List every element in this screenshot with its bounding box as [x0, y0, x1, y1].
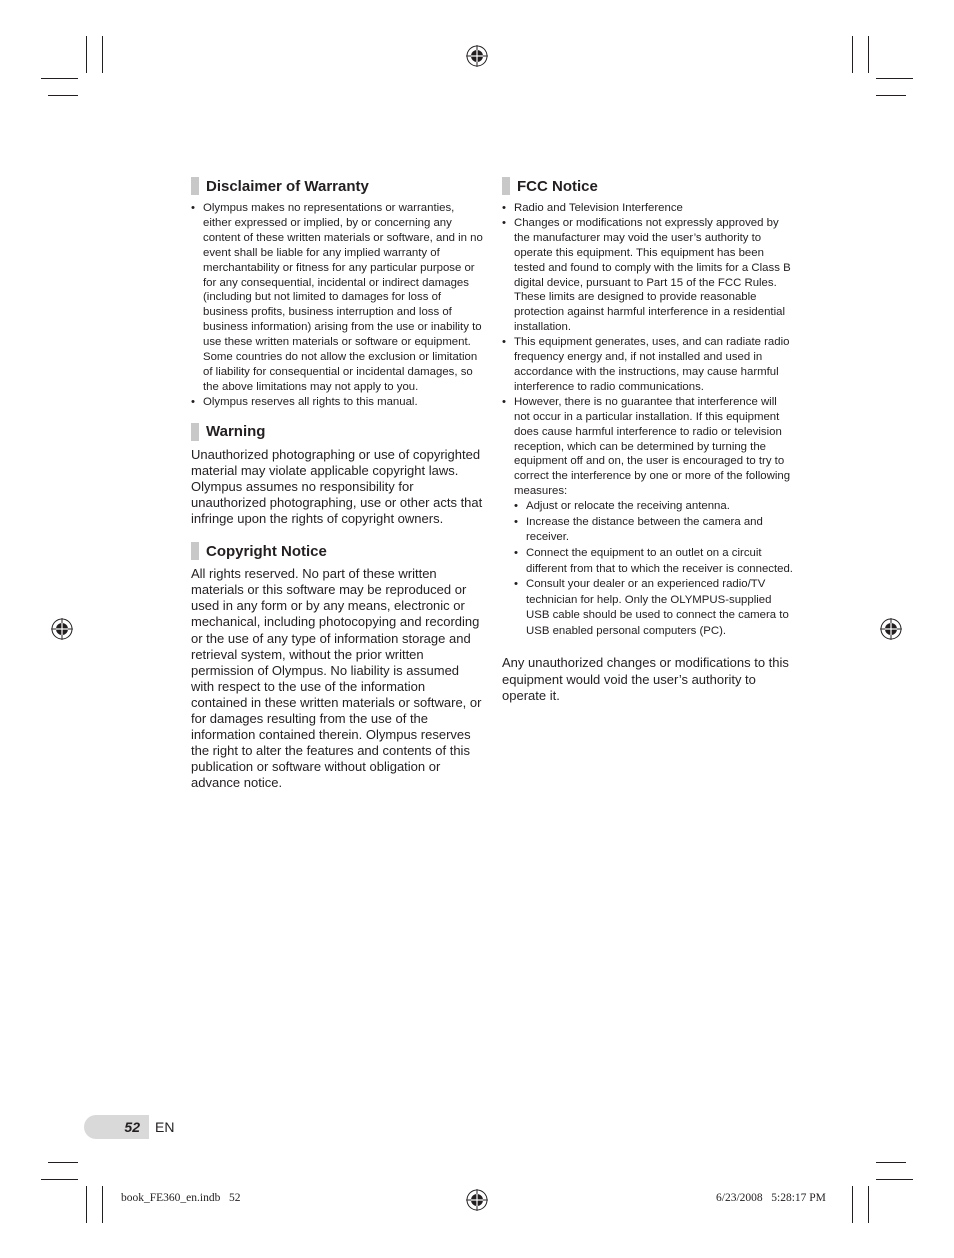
list-item: • However, there is no guarantee that interference will not occur in a particular installation. If this equipment does cause harmful interference to radio or television reception, which can be determined by turning the equipment off and on, the user is encouraged to try to correct the interference by one or more of the following measures:: [502, 395, 794, 499]
crop-mark: [102, 1186, 103, 1223]
crop-mark: [48, 95, 78, 96]
slug-datetime: 6/23/2008 5:28:17 PM: [716, 1192, 826, 1204]
list-item: • Increase the distance between the camera and receiver.: [514, 515, 794, 546]
section-title: Warning: [206, 423, 266, 441]
copyright-heading: [191, 542, 483, 560]
right-column: [502, 177, 794, 704]
warning-heading: [191, 423, 483, 441]
list-item: • Radio and Television Interference: [502, 201, 794, 216]
section-title: FCC Notice: [517, 177, 598, 195]
heading-bar: [191, 177, 199, 195]
crop-mark: [852, 36, 853, 73]
registration-mark-icon: [466, 1189, 488, 1211]
heading-bar: [191, 542, 199, 560]
registration-mark-icon: [880, 618, 902, 640]
list-item: • Adjust or relocate the receiving antenna.: [514, 499, 794, 515]
page-number: 52: [124, 1119, 140, 1135]
crop-mark: [868, 1186, 869, 1223]
crop-mark: [86, 36, 87, 73]
registration-mark-icon: [466, 45, 488, 67]
heading-bar: [191, 423, 199, 441]
crop-mark: [41, 78, 78, 79]
list-item: • Connect the equipment to an outlet on a circuit different from that to which the receiver is connected.: [514, 546, 794, 577]
fcc-closing-text: Any unauthorized changes or modifications to this equipment would void the user’s authority to operate it.: [502, 655, 789, 703]
registration-mark-icon: [51, 618, 73, 640]
list-item: • This equipment generates, uses, and can radiate radio frequency energy and, if not installed and used in accordance with the instructions, may cause harmful interference to radio communications.: [502, 335, 794, 395]
crop-mark: [102, 36, 103, 73]
crop-mark: [876, 1179, 913, 1180]
crop-mark: [868, 36, 869, 73]
crop-mark: [876, 95, 906, 96]
crop-mark: [86, 1186, 87, 1223]
crop-mark: [852, 1186, 853, 1223]
heading-bar: [502, 177, 510, 195]
left-column: [191, 177, 483, 791]
list-item: • Olympus makes no representations or warranties, either expressed or implied, by or concerning any content of these written materials or software, and in no event shall be liable for any implied warranty of merchantability or fitness for any particular purpose or for any consequential, incidental or indirect damages (including but not limited to damages for loss of business profits, business interruption and loss of business information) arising from the use or inability to use these written materials or software or equipment. Some countries do not allow the exclusion or limitation of liability for consequential or incidental damages, so the above limitations may not apply to you.: [191, 201, 483, 395]
copyright-text: All rights reserved. No part of these written materials or this software may be reproduced or used in any form or by any means, electronic or mechanical, including photocopying and recording or the use of any type of information storage and retrieval system, without the prior written permission of Olympus. No liability is assumed with respect to the use of the information contained in these written materials or software, or for damages resulting from the use of the information contained therein. Olympus reserves the right to alter the features and contents of this publication or software without obligation or advance notice.: [191, 566, 482, 791]
list-item: • Changes or modifications not expressly approved by the manufacturer may void the user’s authority to operate this equipment. This equipment has been tested and found to comply with the limits for a Class B digital device, pursuant to Part 15 of the FCC Rules. These limits are designed to provide reasonable protection against harmful interference in a residential installation.: [502, 216, 794, 335]
warning-text: Unauthorized photographing or use of copyrighted material may violate applicable copyright laws. Olympus assumes no responsibility for unauthorized photographing, use or other acts that infringe upon the rights of copyright owners.: [191, 446, 483, 527]
crop-mark: [41, 1179, 78, 1180]
section-title: Disclaimer of Warranty: [206, 177, 369, 195]
page-language: EN: [155, 1119, 175, 1135]
disclaimer-list: [191, 201, 483, 410]
fcc-list: [502, 201, 794, 499]
crop-mark: [876, 78, 913, 79]
section-title: Copyright Notice: [206, 542, 327, 560]
fcc-measures-list: [502, 499, 794, 639]
fcc-heading: [502, 177, 794, 195]
crop-mark: [48, 1162, 78, 1163]
list-item: • Olympus reserves all rights to this manual.: [191, 395, 483, 410]
slug-filename: book_FE360_en.indb 52: [121, 1192, 241, 1204]
disclaimer-heading: [191, 177, 483, 195]
list-item: • Consult your dealer or an experienced radio/TV technician for help. Only the OLYMPUS-supplied USB cable should be used to connect the camera to USB enabled personal computers (PC).: [514, 577, 794, 639]
crop-mark: [876, 1162, 906, 1163]
